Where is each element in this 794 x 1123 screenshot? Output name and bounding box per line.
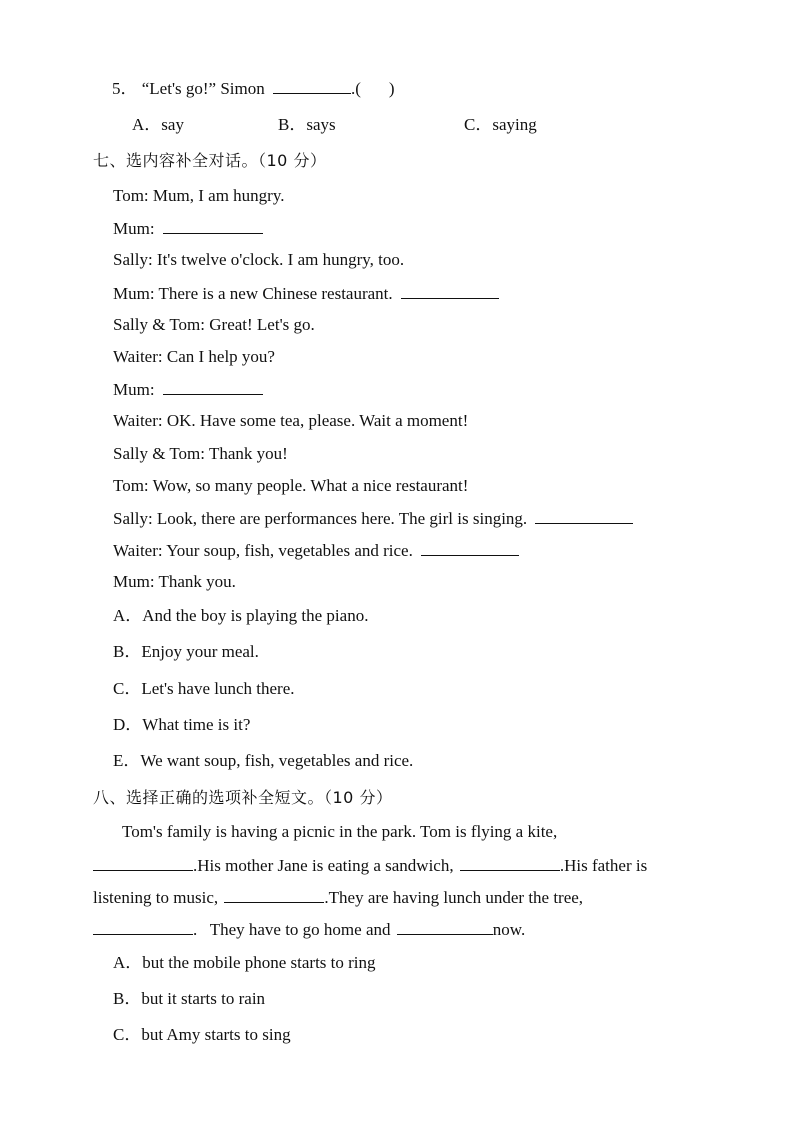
question-text-end: .( — [350, 79, 361, 98]
answer-blank[interactable] — [224, 886, 324, 903]
option-e[interactable]: E．We want soup, fish, vegetables and rice. — [113, 751, 414, 770]
passage-line: Tom's family is having a picnic in the park. Tom is flying a kite, — [122, 822, 558, 841]
dialog-line: Waiter: OK. Have some tea, please. Wait a moment! — [113, 411, 469, 430]
dialog-line: Mum: There is a new Chinese restaurant. — [113, 282, 499, 305]
dialog-line: Mum: — [113, 217, 263, 240]
answer-blank[interactable] — [421, 539, 519, 556]
option-a[interactable]: A．but the mobile phone starts to ring — [113, 953, 376, 972]
answer-blank[interactable] — [163, 217, 263, 234]
option-b[interactable]: B．Enjoy your meal. — [113, 642, 259, 661]
dialog-line: Tom: Wow, so many people. What a nice restaurant! — [113, 476, 469, 495]
option-c[interactable]: C．saying — [464, 115, 537, 134]
answer-blank[interactable] — [273, 77, 351, 94]
option-b[interactable]: B．but it starts to rain — [113, 989, 266, 1008]
question-5 — [112, 77, 395, 100]
section-7-heading: 七、选内容补全对话。（10 分） — [93, 151, 327, 170]
question-number: 5． — [112, 79, 138, 98]
option-a[interactable]: A．say — [132, 115, 184, 134]
option-d[interactable]: D．What time is it? — [113, 715, 251, 734]
dialog-line: Sally & Tom: Great! Let's go. — [113, 315, 315, 334]
section-8-heading: 八、选择正确的选项补全短文。（10 分） — [93, 788, 393, 807]
dialog-line: Tom: Mum, I am hungry. — [113, 186, 285, 205]
dialog-line: Sally: Look, there are performances here. The girl is singing. — [113, 507, 633, 530]
answer-blank[interactable] — [460, 854, 560, 871]
dialog-line: Sally: It's twelve o'clock. I am hungry, too. — [113, 250, 405, 269]
answer-blank[interactable] — [163, 378, 263, 395]
passage-line: . They have to go home and now. — [93, 918, 525, 941]
passage-line: .His mother Jane is eating a sandwich, .His father is — [93, 854, 647, 877]
answer-blank[interactable] — [397, 918, 493, 935]
answer-blank[interactable] — [535, 507, 633, 524]
dialog-line: Sally & Tom: Thank you! — [113, 444, 288, 463]
answer-blank[interactable] — [93, 918, 193, 935]
answer-blank[interactable] — [93, 854, 193, 871]
option-c[interactable]: C．Let's have lunch there. — [113, 679, 295, 698]
answer-blank[interactable] — [401, 282, 499, 299]
answer-paren-close: ) — [388, 79, 395, 98]
dialog-line: Waiter: Your soup, fish, vegetables and rice. — [113, 539, 519, 562]
question-text: “Let's go!” Simon — [141, 79, 265, 98]
dialog-line: Waiter: Can I help you? — [113, 347, 275, 366]
dialog-line: Mum: — [113, 378, 263, 401]
passage-line: listening to music, .They are having lunch under the tree, — [93, 888, 584, 907]
option-c[interactable]: C．but Amy starts to sing — [113, 1025, 291, 1044]
option-a[interactable]: A．And the boy is playing the piano. — [113, 606, 369, 625]
dialog-line: Mum: Thank you. — [113, 572, 236, 591]
option-b[interactable]: B．says — [278, 115, 336, 134]
